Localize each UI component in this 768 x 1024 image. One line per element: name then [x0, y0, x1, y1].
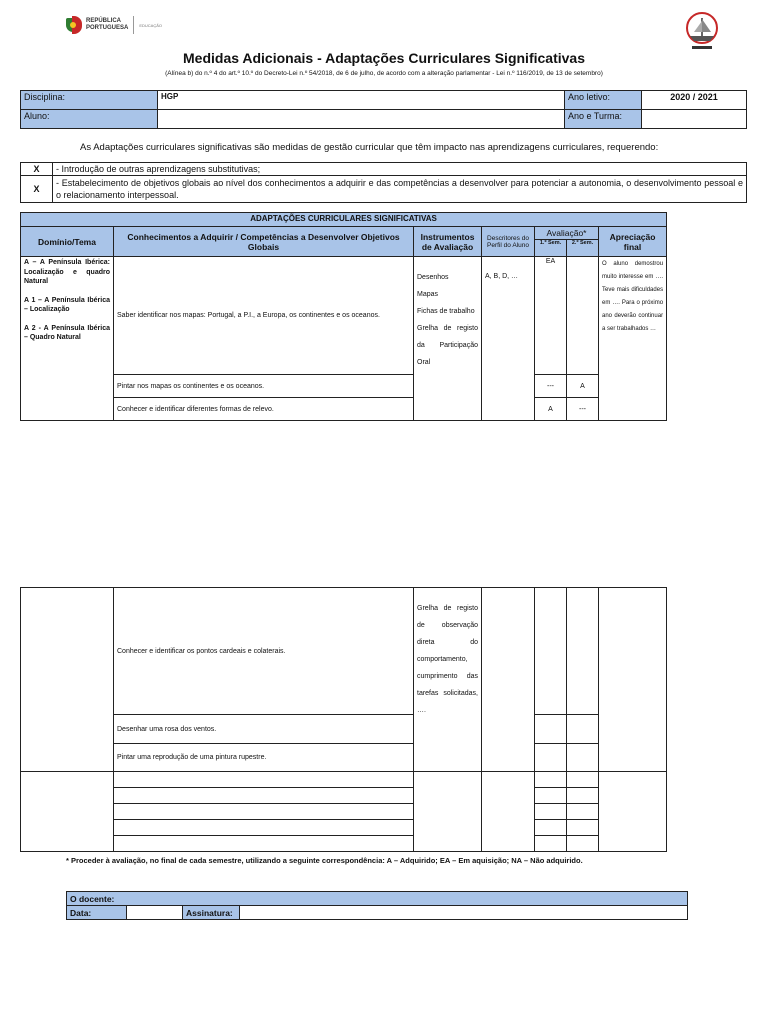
- sem2-cell[interactable]: [567, 804, 599, 820]
- instrumentos-cell: [414, 257, 482, 421]
- sem2-cell[interactable]: [567, 836, 599, 852]
- ano-letivo-value[interactable]: 2020 / 2021: [642, 91, 747, 110]
- page-subtitle: (Alínea b) do n.º 4 do art.º 10.º do Decreto-Lei n.º 54/2018, de 6 de julho, de acordo com a alteração parlamentar - Lei n.º 116/2019, de 13 de setembro): [165, 70, 603, 77]
- table-title: ADAPTAÇÕES CURRICULARES SIGNIFICATIVAS: [21, 213, 667, 227]
- sem1-cell[interactable]: [535, 820, 567, 836]
- sem1-cell[interactable]: EA: [535, 257, 567, 375]
- sem2-cell[interactable]: [567, 257, 599, 375]
- conhecimento-cell[interactable]: [114, 788, 414, 804]
- requirements-table: [20, 162, 747, 203]
- logo-line-2: PORTUGUESA: [86, 25, 129, 31]
- col-header-sem2: 2.º Sem.: [567, 240, 599, 257]
- logo-line-1: REPÚBLICA: [86, 18, 122, 24]
- docente-label: O docente:: [67, 892, 688, 906]
- ano-turma-value[interactable]: [642, 110, 747, 129]
- data-field[interactable]: [127, 906, 183, 920]
- col-header-descritores: Descritores do Perfil do Aluno: [482, 227, 535, 257]
- logo-sub: EDUCAÇÃO: [139, 22, 163, 28]
- requirement-text: - Estabelecimento de objetivos globais ao nível dos conhecimentos a adquirir e das competências a desenvolver para potenciar a autonomia, o desenvolvimento pessoal e o relacionamento interpessoal.: [53, 176, 747, 203]
- conhecimento-cell: Desenhar uma rosa dos ventos.: [114, 715, 414, 744]
- dominio-text: A 1 – A Península Ibérica – Localização: [24, 296, 110, 313]
- conhecimento-cell[interactable]: [114, 820, 414, 836]
- apreciacao-cell: [599, 588, 667, 772]
- conhecimento-cell[interactable]: [114, 836, 414, 852]
- aluno-label: Aluno:: [21, 110, 158, 129]
- col-header-avaliacao: Avaliação*: [535, 227, 599, 240]
- sem2-cell[interactable]: A: [567, 375, 599, 398]
- conhecimento-cell: Conhecer e identificar os pontos cardeais e colaterais.: [114, 588, 414, 715]
- assinatura-field[interactable]: [240, 906, 688, 920]
- disciplina-label: Disciplina:: [21, 91, 158, 110]
- dominio-cell: [21, 588, 114, 772]
- col-header-sem1: 1.º Sem.: [535, 240, 567, 257]
- apreciacao-cell: O aluno demostrou muito interesse em …. Teve mais dificuldades em …. Para o próximo ano deverão continuar a ser trabalhados …: [599, 257, 667, 421]
- sem1-cell[interactable]: A: [535, 398, 567, 421]
- col-header-apreciacao: Apreciação final: [599, 227, 667, 257]
- sem2-cell[interactable]: [567, 588, 599, 715]
- instrumento-item: Fichas de trabalho: [417, 308, 475, 315]
- sem1-cell[interactable]: [535, 744, 567, 772]
- data-label: Data:: [67, 906, 127, 920]
- descritores-cell: A, B, D, …: [482, 257, 535, 421]
- teacher-signature-table: [66, 891, 688, 920]
- sem1-cell[interactable]: [535, 804, 567, 820]
- requirement-checkbox[interactable]: X: [21, 176, 53, 203]
- col-header-instrumentos: Instrumentos de Avaliação: [414, 227, 482, 257]
- descritores-cell: [482, 588, 535, 772]
- sem1-cell[interactable]: [535, 836, 567, 852]
- conhecimento-cell: Pintar nos mapas os continentes e os oceanos.: [114, 375, 414, 398]
- ano-turma-label: Ano e Turma:: [565, 110, 642, 129]
- ano-letivo-label: Ano letivo:: [565, 91, 642, 110]
- republica-portuguesa-logo: [66, 14, 176, 36]
- page-title: Medidas Adicionais - Adaptações Curriculares Significativas: [183, 50, 585, 66]
- assinatura-label: Assinatura:: [183, 906, 240, 920]
- descritores-cell: [482, 772, 535, 852]
- sem1-cell[interactable]: ---: [535, 375, 567, 398]
- sem1-cell[interactable]: [535, 772, 567, 788]
- sem1-cell[interactable]: [535, 715, 567, 744]
- dominio-cell: [21, 257, 114, 421]
- col-header-conhecimentos: Conhecimentos a Adquirir / Competências a Desenvolver Objetivos Globais: [114, 227, 414, 257]
- sem2-cell[interactable]: [567, 715, 599, 744]
- instrumento-item: Mapas: [417, 291, 439, 298]
- apreciacao-cell: [599, 772, 667, 852]
- adaptations-table: [20, 212, 667, 421]
- requirement-text: - Introdução de outras aprendizagens substitutivas;: [53, 163, 747, 176]
- instrumento-item: Desenhos: [417, 274, 449, 281]
- sem1-cell[interactable]: [535, 788, 567, 804]
- instrumentos-cell: Grelha de registo de observação direta do comportamento, cumprimento das tarefas solicitadas, ….: [414, 588, 482, 772]
- evaluation-footnote: * Proceder à avaliação, no final de cada semestre, utilizando a seguinte correspondência: A – Adquirido; EA – Em aquisição; NA – Não adquirido.: [66, 856, 583, 865]
- conhecimento-cell: Pintar uma reprodução de uma pintura rupestre.: [114, 744, 414, 772]
- dominio-cell: [21, 772, 114, 852]
- disciplina-value[interactable]: HGP: [158, 91, 565, 110]
- student-info-table: [20, 90, 747, 129]
- instrumento-item: Grelha de registo da Participação Oral: [417, 325, 478, 366]
- dominio-text: A 2 - A Península Ibérica – Quadro Natural: [24, 324, 110, 341]
- conhecimento-cell[interactable]: [114, 804, 414, 820]
- conhecimento-cell: Conhecer e identificar diferentes formas de relevo.: [114, 398, 414, 421]
- col-header-dominio: Domínio/Tema: [21, 227, 114, 257]
- sem2-cell[interactable]: [567, 820, 599, 836]
- sem1-cell[interactable]: [535, 588, 567, 715]
- dominio-text: A – A Península Ibérica: Localização e quadro Natural: [24, 259, 110, 285]
- instrumentos-cell: [414, 772, 482, 852]
- continuation-table: [20, 587, 667, 852]
- conhecimento-cell[interactable]: [114, 772, 414, 788]
- sem2-cell[interactable]: [567, 772, 599, 788]
- intro-text: As Adaptações curriculares significativas são medidas de gestão curricular que têm impacto nas aprendizagens curriculares, requerendo:: [80, 142, 659, 153]
- sem2-cell[interactable]: [567, 788, 599, 804]
- school-logo-icon: [682, 10, 722, 54]
- aluno-value[interactable]: [158, 110, 565, 129]
- conhecimento-cell: Saber identificar nos mapas: Portugal, a P.I., a Europa, os continentes e os oceanos.: [114, 257, 414, 375]
- sem2-cell[interactable]: [567, 744, 599, 772]
- requirement-checkbox[interactable]: X: [21, 163, 53, 176]
- flag-icon: [66, 16, 82, 34]
- sem2-cell[interactable]: ---: [567, 398, 599, 421]
